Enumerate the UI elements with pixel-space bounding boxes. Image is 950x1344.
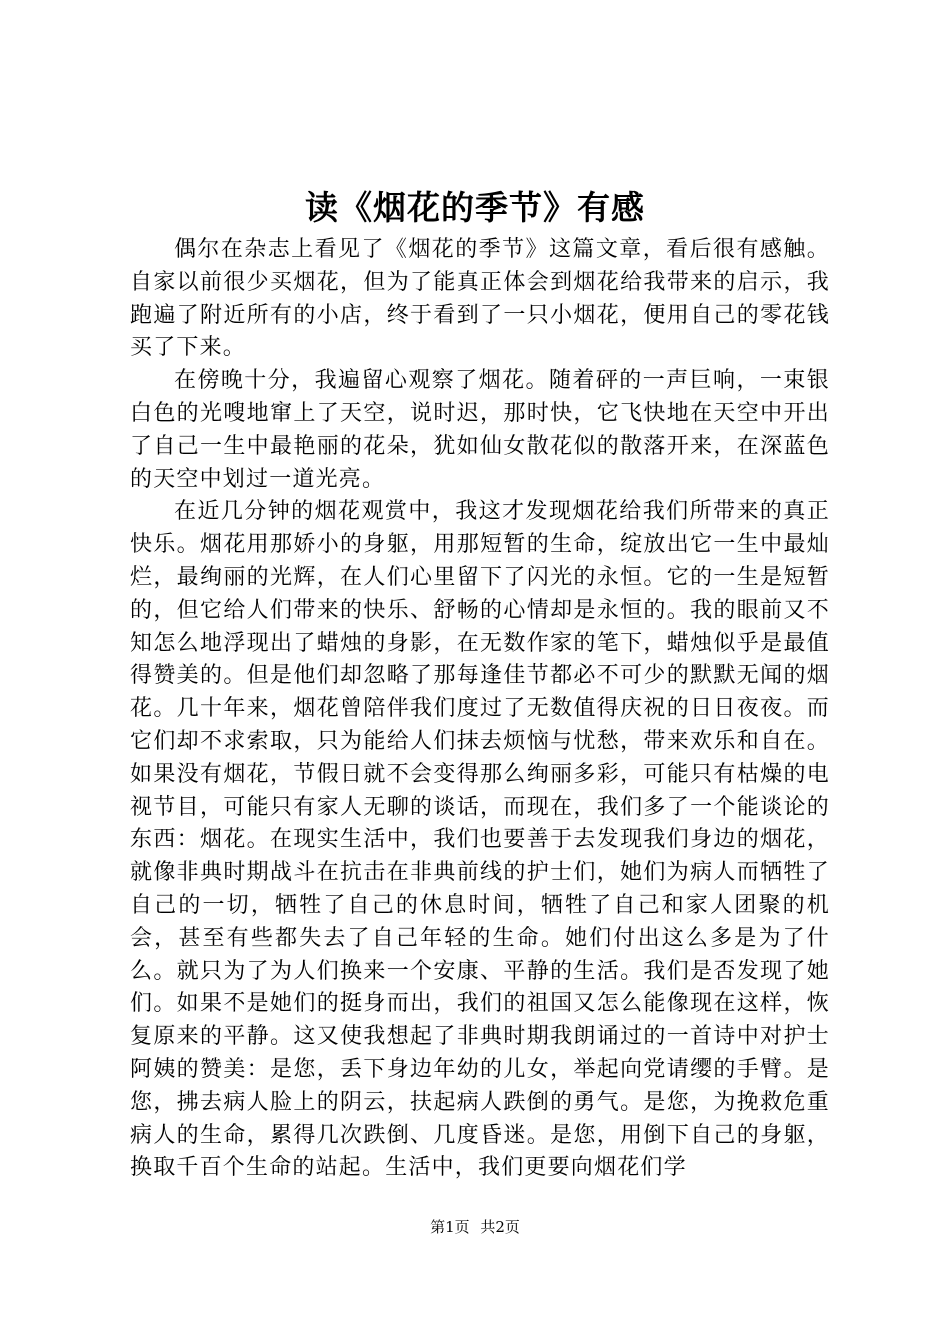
document-body xyxy=(130,234,830,1185)
page-number-current: 第1页 xyxy=(430,1218,470,1236)
page-number-total: 共2页 xyxy=(480,1218,520,1236)
paragraph: 在近几分钟的烟花观赏中，我这才发现烟花给我们所带来的真正快乐。烟花用那娇小的身躯，用那短暂的生命，绽放出它一生中最灿烂，最绚丽的光辉，在人们心里留下了闪光的永恒。它的一生是短暂的，但它给人们带来的快乐、舒畅的心情却是永恒的。我的眼前又不知怎么地浮现出了蜡烛的身影，在无数作家的笔下，蜡烛似乎是最值得赞美的。但是他们却忽略了那每逢佳节都必不可少的默默无闻的烟花。几十年来，烟花曾陪伴我们度过了无数值得庆祝的日日夜夜。而它们却不求索取，只为能给人们抹去烦恼与忧愁，带来欢乐和自在。如果没有烟花，节假日就不会变得那么绚丽多彩，可能只有枯燥的电视节目，可能只有家人无聊的谈话，而现在，我们多了一个能谈论的东西：烟花。在现实生活中，我们也要善于去发现我们身边的烟花，就像非典时期战斗在抗击在非典前线的护士们，她们为病人而牺牲了自己的一切，牺牲了自己的休息时间，牺牲了自己和家人团聚的机会，甚至有些都失去了自己年轻的生命。她们付出这么多是为了什么。就只为了为人们换来一个安康、平静的生活。我们是否发现了她们。如果不是她们的挺身而出，我们的祖国又怎么能像现在这样，恢复原来的平静。这又使我想起了非典时期我朗诵过的一首诗中对护士阿姨的赞美：是您，丢下身边年幼的儿女，举起向党请缨的手臂。是您，拂去病人脸上的阴云，扶起病人跌倒的勇气。是您，为挽救危重病人的生命，累得几次跌倒、几度昏迷。是您，用倒下自己的身躯，换取千百个生命的站起。生活中，我们更要向烟花们学 xyxy=(130,499,830,1181)
page-footer xyxy=(0,1216,950,1238)
paragraph: 在傍晚十分，我遍留心观察了烟花。随着砰的一声巨响，一束银白色的光嗖地窜上了天空，说时迟，那时快，它飞快地在天空中开出了自己一生中最艳丽的花朵，犹如仙女散花似的散落开来，在深蓝色的天空中划过一道光亮。 xyxy=(130,368,830,492)
paragraph: 偶尔在杂志上看见了《烟花的季节》这篇文章，看后很有感触。自家以前很少买烟花，但为了能真正体会到烟花给我带来的启示，我跑遍了附近所有的小店，终于看到了一只小烟花，便用自己的零花钱买了下来。 xyxy=(130,237,830,361)
document-title: 读《烟花的季节》有感 xyxy=(305,188,645,227)
